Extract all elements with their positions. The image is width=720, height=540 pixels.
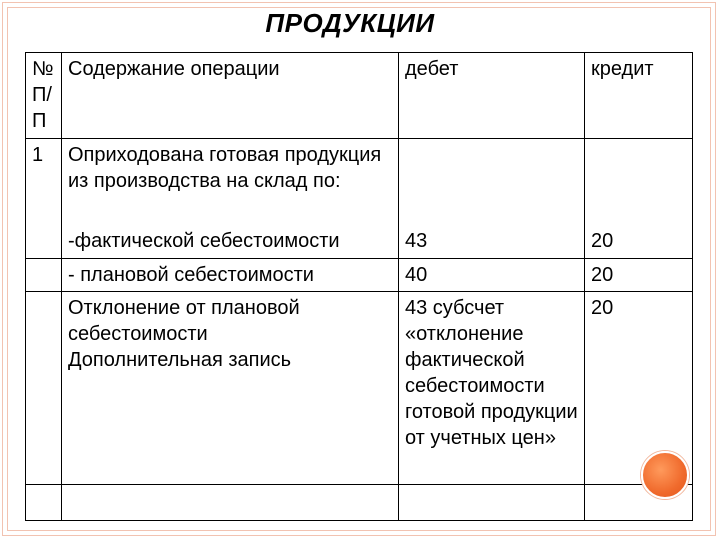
cell-num (26, 292, 62, 485)
decorative-circle-icon (641, 451, 689, 499)
cell-num: 1 (26, 139, 62, 225)
table-header-row (26, 53, 693, 139)
cell-content: -фактической себестоимости (62, 225, 399, 259)
cell-credit (585, 139, 693, 225)
cell-content (62, 485, 399, 521)
operations-table (25, 52, 693, 521)
cell-debit: 40 (399, 259, 585, 292)
cell-content-extra: Дополнительная запись (68, 349, 292, 371)
page-title: ПРОДУКЦИИ (265, 8, 435, 38)
header-num: № П/ П (26, 53, 62, 139)
cell-credit: 20 (585, 225, 693, 259)
cell-content: Оприходована готовая продукция из производства на склад по: (62, 139, 399, 225)
cell-num (26, 485, 62, 521)
cell-credit: 20 (585, 292, 693, 485)
table-row (26, 259, 693, 292)
cell-debit: 43 (399, 225, 585, 259)
cell-content-group (62, 292, 399, 485)
cell-num (26, 259, 62, 292)
table-row (26, 485, 693, 521)
table-row (26, 225, 693, 259)
cell-debit (399, 485, 585, 521)
header-content: Содержание операции (62, 53, 399, 139)
header-debit: дебет (399, 53, 585, 139)
cell-credit: 20 (585, 259, 693, 292)
cell-debit: 43 субсчет «отклонение фактической себестоимости готовой продукции от учетных цен» (399, 292, 585, 485)
cell-content: - плановой себестоимости (62, 259, 399, 292)
table-row (26, 292, 693, 485)
header-credit: кредит (585, 53, 693, 139)
cell-num (26, 225, 62, 259)
cell-content: Отклонение от плановой себестоимости (68, 297, 300, 345)
cell-debit (399, 139, 585, 225)
table-row (26, 139, 693, 225)
